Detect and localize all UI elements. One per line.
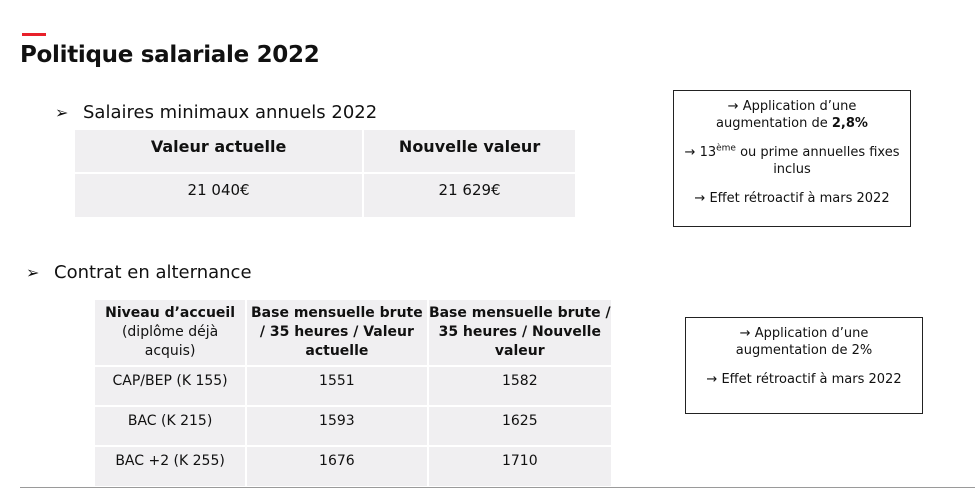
note-line-application: → Application d’une bbox=[739, 326, 869, 341]
right-arrow-icon: → bbox=[694, 191, 706, 206]
alternance-table bbox=[95, 300, 611, 486]
section-alternance-heading bbox=[26, 262, 252, 283]
table-header-row bbox=[75, 130, 575, 173]
cell-niveau: BAC (K 215) bbox=[95, 406, 246, 446]
bottom-divider bbox=[20, 487, 975, 488]
note-line-retroactif: → Effet rétroactif à mars 2022 bbox=[706, 372, 902, 387]
header-nouvelle-valeur: Nouvelle valeur bbox=[363, 130, 575, 173]
slide-title: Politique salariale 2022 bbox=[20, 42, 320, 68]
note-line-inclus: inclus bbox=[773, 162, 811, 177]
cell-base-actuelle: 1676 bbox=[246, 446, 427, 486]
note-line-augmentation: augmentation de 2% bbox=[735, 343, 873, 358]
cell-base-nouvelle: 1582 bbox=[428, 366, 611, 406]
cell-base-actuelle: 1593 bbox=[246, 406, 427, 446]
note-line-prime: → 13ème ou prime annuelles fixes bbox=[684, 143, 900, 160]
header-base-actuelle: Base mensuelle brute / 35 heures / Valeur actuelle bbox=[246, 300, 427, 366]
table-header-row bbox=[95, 300, 611, 366]
header-valeur-actuelle: Valeur actuelle bbox=[75, 130, 363, 173]
section-salaires-heading bbox=[55, 102, 377, 123]
note-box-salaires bbox=[673, 90, 911, 227]
header-niveau-accueil: Niveau d’accueil (diplôme déjà acquis) bbox=[95, 300, 246, 366]
cell-nouvelle-valeur: 21 629€ bbox=[363, 173, 575, 217]
cell-base-nouvelle: 1625 bbox=[428, 406, 611, 446]
cell-base-nouvelle: 1710 bbox=[428, 446, 611, 486]
cell-base-actuelle: 1551 bbox=[246, 366, 427, 406]
table-row bbox=[95, 446, 611, 486]
section-salaires-label: Salaires minimaux annuels 2022 bbox=[83, 102, 378, 123]
note-line-retroactif: → Effet rétroactif à mars 2022 bbox=[694, 191, 890, 206]
table-row bbox=[95, 406, 611, 446]
cell-niveau: BAC +2 (K 255) bbox=[95, 446, 246, 486]
augmentation-value: 2,8% bbox=[831, 116, 868, 131]
right-arrow-icon: → bbox=[684, 145, 696, 160]
salaires-minimaux-table bbox=[75, 130, 575, 217]
right-arrow-icon: → bbox=[727, 99, 739, 114]
note-line-augmentation: augmentation de 2,8% bbox=[716, 116, 868, 131]
arrowhead-bullet-icon: ➢ bbox=[55, 103, 69, 122]
table-row bbox=[95, 366, 611, 406]
section-alternance-label: Contrat en alternance bbox=[54, 262, 252, 283]
cell-valeur-actuelle: 21 040€ bbox=[75, 173, 363, 217]
right-arrow-icon: → bbox=[739, 326, 751, 341]
note-box-alternance bbox=[685, 317, 923, 414]
cell-niveau: CAP/BEP (K 155) bbox=[95, 366, 246, 406]
arrowhead-bullet-icon: ➢ bbox=[26, 263, 40, 282]
title-accent-bar bbox=[22, 33, 46, 36]
right-arrow-icon: → bbox=[706, 372, 718, 387]
header-base-nouvelle: Base mensuelle brute / 35 heures / Nouvelle valeur bbox=[428, 300, 611, 366]
table-row bbox=[75, 173, 575, 217]
note-line-application: → Application d’une bbox=[727, 99, 857, 114]
